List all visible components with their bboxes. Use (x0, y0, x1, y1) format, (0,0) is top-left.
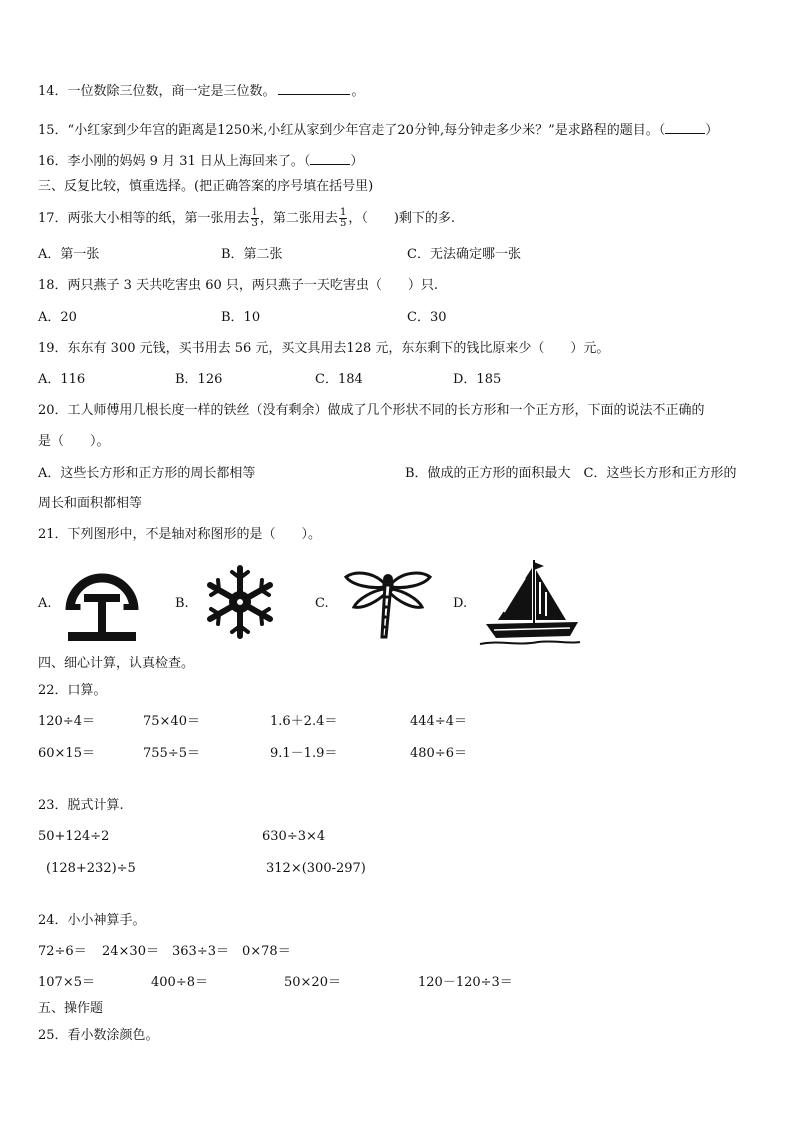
question-25: 25．看小数涂颜色。 (38, 1028, 159, 1043)
option-a[interactable]: A．116 (38, 372, 86, 387)
question-19: 19．东东有 300 元钱，买书用去 56 元，买文具用去128 元，东东剩下的钱比原来少（ ）元。 (38, 341, 610, 356)
question-21: 21．下列图形中，不是轴对称图形的是（ ）。 (38, 527, 322, 542)
option-a[interactable]: A．第一张 (38, 247, 100, 262)
mental-calc-item: 24×30＝ (102, 944, 159, 959)
stepwise-calc-item: 312×(300-297) (266, 861, 366, 876)
question-20-line1: 20．工人师傅用几根长度一样的铁丝（没有剩余）做成了几个形状不同的长方形和一个正方形，下面的说法不正确的 (38, 403, 705, 418)
dragonfly-icon (342, 565, 434, 645)
oral-calc-item: 480÷6＝ (410, 746, 467, 761)
option-a[interactable]: A．这些长方形和正方形的周长都相等 (38, 466, 256, 481)
option-b[interactable]: B．10 (221, 310, 261, 325)
mental-calc-item: 363÷3＝ (172, 944, 229, 959)
mental-calc-item: 72÷6＝ (38, 944, 87, 959)
oral-calc-item: 120÷4＝ (38, 714, 95, 729)
question-20-line4: 周长和面积都相等 (38, 496, 143, 511)
snowflake-icon (200, 562, 280, 646)
oral-calc-item: 755÷5＝ (143, 746, 200, 761)
metro-logo-icon (62, 564, 142, 648)
fraction-one-third: $\frac{1}{3}$ (251, 207, 258, 229)
mental-calc-item: 107×5＝ (38, 975, 95, 990)
fraction-one-fifth: $\frac{1}{5}$ (339, 207, 347, 229)
option-d-label[interactable]: D. (453, 596, 468, 611)
question-16: 16．李小刚的妈妈 9 月 31 日从上海回来了。（ ） (38, 154, 364, 169)
question-15-text: 15．“小红家到少年宫的距离是1250米,小红从家到少年宫走了20分钟,每分钟走多少米？”是求路程的题目。（ (38, 123, 666, 138)
option-b[interactable]: B．第二张 (221, 247, 283, 262)
question-14: 14．一位数除三位数，商一定是三位数。 。 (38, 84, 365, 99)
mental-calc-item: 50×20＝ (284, 975, 341, 990)
answer-blank[interactable] (278, 82, 350, 95)
mental-calc-item: 400÷8＝ (151, 975, 208, 990)
question-24-title: 24．小小神算手。 (38, 913, 146, 928)
option-c[interactable]: C．30 (407, 310, 447, 325)
stepwise-calc-item: 630÷3×4 (262, 829, 326, 844)
option-a[interactable]: A．20 (38, 310, 77, 325)
section-4-heading: 四、细心计算，认真检查。 (38, 656, 195, 671)
question-22-title: 22．口算。 (38, 683, 107, 698)
question-20-line2: 是（ ）。 (38, 434, 110, 449)
question-15: 15．“小红家到少年宫的距离是1250米,小红从家到少年宫走了20分钟,每分钟走多少米？”是求路程的题目。（ ） (38, 123, 719, 138)
stepwise-calc-item: 50+124÷2 (38, 829, 110, 844)
question-23-title: 23．脱式计算. (38, 798, 124, 813)
mental-calc-item: 0×78＝ (242, 944, 291, 959)
option-a-label[interactable]: A. (38, 596, 52, 611)
oral-calc-item: 75×40＝ (143, 714, 200, 729)
question-14-text: 14．一位数除三位数，商一定是三位数。 (38, 84, 276, 99)
option-b-label[interactable]: B. (175, 596, 189, 611)
option-c-label[interactable]: C. (315, 596, 329, 611)
oral-calc-item: 60×15＝ (38, 746, 95, 761)
sailboat-icon (478, 558, 582, 652)
option-b[interactable]: B．126 (175, 372, 223, 387)
oral-calc-item: 1.6＋2.4＝ (270, 714, 338, 729)
option-d[interactable]: D．185 (453, 372, 502, 387)
option-c[interactable]: C．无法确定哪一张 (407, 247, 521, 262)
oral-calc-item: 9.1－1.9＝ (270, 746, 338, 761)
answer-blank[interactable] (665, 121, 705, 134)
question-17: 17．两张大小相等的纸，第一张用去 $\frac{1}{3}$ ，第二张用去 $\frac{1}{5}$ ，（ )剩下的多. (38, 207, 456, 229)
answer-blank[interactable] (310, 152, 350, 165)
option-b-c[interactable]: B．做成的正方形的面积最大 C．这些长方形和正方形的 (405, 466, 737, 481)
question-18: 18．两只燕子 3 天共吃害虫 60 只，两只燕子一天吃害虫（ ）只. (38, 278, 439, 293)
stepwise-calc-item: (128+232)÷5 (46, 861, 136, 876)
question-16-text: 16．李小刚的妈妈 9 月 31 日从上海回来了。（ (38, 154, 311, 169)
section-3-heading: 三、反复比较，慎重选择。(把正确答案的序号填在括号里) (38, 179, 374, 194)
oral-calc-item: 444÷4＝ (410, 714, 467, 729)
option-c[interactable]: C．184 (315, 372, 363, 387)
mental-calc-item: 120－120÷3＝ (418, 975, 513, 990)
section-5-heading: 五、操作题 (38, 1001, 104, 1016)
